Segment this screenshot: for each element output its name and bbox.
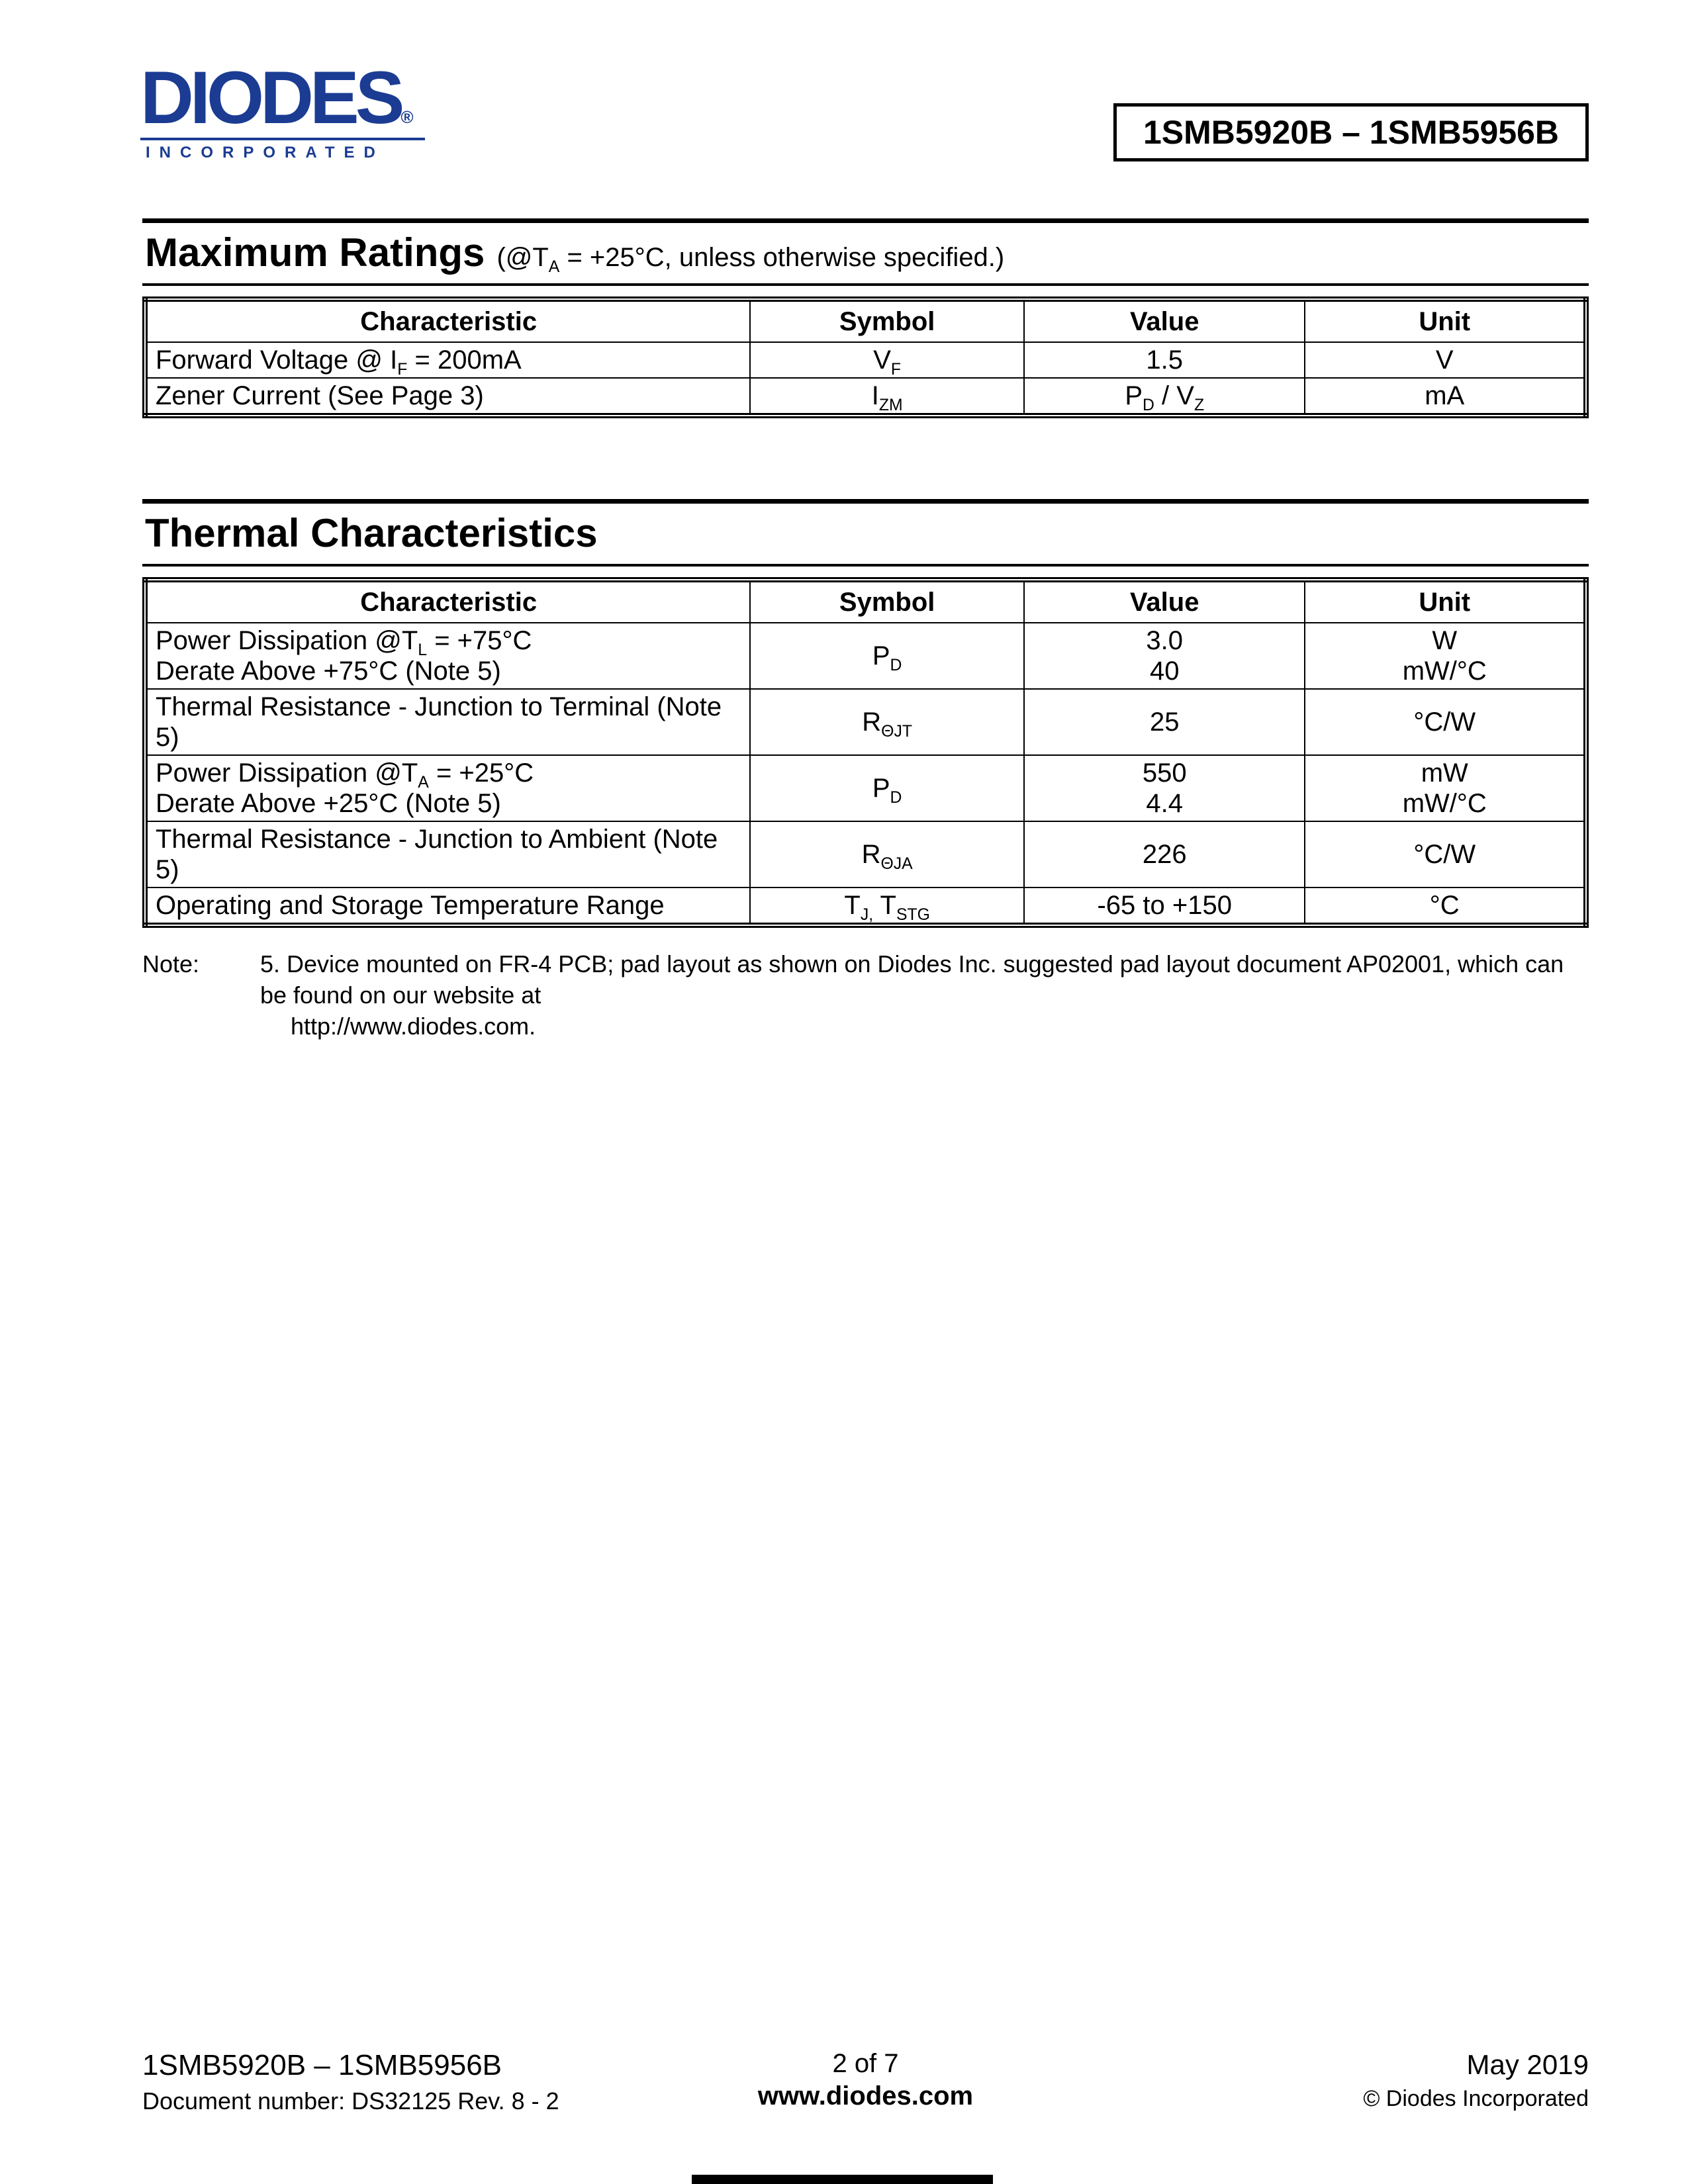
part-range: 1SMB5920B – 1SMB5956B xyxy=(1143,114,1560,151)
table-row xyxy=(145,342,1586,378)
cell-characteristic: Forward Voltage @ $I_F = 200mA$ xyxy=(145,342,750,378)
section-heading xyxy=(145,230,1589,275)
table-row xyxy=(145,378,1586,416)
table-row xyxy=(145,821,1586,887)
thermal-characteristics-table xyxy=(142,577,1589,928)
col-header-symbol: Symbol xyxy=(750,299,1024,342)
cell-characteristic: Thermal Resistance - Junction to Ambient (Note 5) xyxy=(145,821,750,887)
section-rule-bottom xyxy=(142,283,1589,286)
col-header-characteristic: Characteristic xyxy=(145,580,750,623)
table-row xyxy=(145,755,1586,821)
cell-symbol: $P_D$ xyxy=(750,623,1024,689)
table-header-row xyxy=(145,299,1586,342)
cell-unit: °C xyxy=(1305,887,1586,925)
section-rule-bottom xyxy=(142,564,1589,567)
col-header-value: Value xyxy=(1024,299,1305,342)
section-subtitle: ($@T_A = +25^\circ C$, unless otherwise specified.) xyxy=(496,243,1005,276)
footer-document-number: Document number: DS32125 Rev. 8 - 2 xyxy=(142,2087,559,2115)
col-header-unit: Unit xyxy=(1305,580,1586,623)
characteristic-line: Derate Above +75°C (Note 5) xyxy=(156,657,501,686)
cell-characteristic: Operating and Storage Temperature Range xyxy=(145,887,750,925)
page-content xyxy=(142,218,1589,1042)
cell-symbol: $V_F$ xyxy=(750,342,1024,378)
cell-unit: °C/W xyxy=(1305,821,1586,887)
unit-line: mW/°C xyxy=(1402,789,1487,818)
cell-unit: °C/W xyxy=(1305,689,1586,755)
section-title: Maximum Ratings xyxy=(145,230,485,275)
table-row xyxy=(145,623,1586,689)
cell-unit: mA xyxy=(1305,378,1586,416)
section-rule-top xyxy=(142,218,1589,223)
page-bottom-mark xyxy=(692,2175,993,2184)
unit-line: mW xyxy=(1421,758,1468,788)
cell-value xyxy=(1024,755,1305,821)
diodes-logo-text: DIODES xyxy=(140,56,401,139)
table-header-row xyxy=(145,580,1586,623)
diodes-logo xyxy=(140,56,438,162)
section-thermal-characteristics xyxy=(142,499,1589,928)
footnote-label: Note: xyxy=(142,950,200,978)
cell-characteristic: Zener Current (See Page 3) xyxy=(145,378,750,416)
cell-characteristic xyxy=(145,755,750,821)
footer-copyright: © Diodes Incorporated xyxy=(1363,2086,1589,2111)
footer-part-range: 1SMB5920B – 1SMB5956B xyxy=(142,2049,502,2081)
unit-line: mW/°C xyxy=(1402,657,1487,686)
footnote-body xyxy=(260,949,1589,1042)
footer-website: www.diodes.com xyxy=(757,2081,974,2111)
cell-characteristic xyxy=(145,623,750,689)
cell-symbol: $R_{\Theta JA}$ xyxy=(750,821,1024,887)
cell-value: 25 xyxy=(1024,689,1305,755)
part-number-box xyxy=(1113,103,1589,161)
footnote-url: http://www.diodes.com. xyxy=(291,1012,536,1040)
footer-center xyxy=(758,2049,973,2111)
value-line: 3.0 xyxy=(1146,626,1184,655)
characteristic-line: Derate Above +25°C (Note 5) xyxy=(156,789,501,818)
diodes-logo-incorporated: INCORPORATED xyxy=(146,144,385,161)
cell-symbol: $I_{ZM}$ xyxy=(750,378,1024,416)
footer-page-number: 2 of 7 xyxy=(832,2049,899,2078)
cell-symbol: $P_D$ xyxy=(750,755,1024,821)
unit-line: W xyxy=(1432,626,1458,655)
section-title: Thermal Characteristics xyxy=(145,511,598,555)
footer-left xyxy=(142,2049,758,2115)
section-rule-top xyxy=(142,499,1589,504)
cell-symbol: $T_{J,}$ $T_{STG}$ xyxy=(750,887,1024,925)
footer-right xyxy=(973,2049,1589,2112)
value-line: 4.4 xyxy=(1146,789,1184,818)
cell-symbol: $R_{\Theta JT}$ xyxy=(750,689,1024,755)
cell-value: $P_D / V_Z$ xyxy=(1024,378,1305,416)
registered-trademark-icon: ® xyxy=(400,107,414,127)
cell-value: 226 xyxy=(1024,821,1305,887)
col-header-value: Value xyxy=(1024,580,1305,623)
section-maximum-ratings xyxy=(142,218,1589,418)
footnote-line-1: 5. Device mounted on FR-4 PCB; pad layout as shown on Diodes Inc. suggested pad layout document AP02001, which can be found on our website at xyxy=(260,950,1564,1009)
table-row xyxy=(145,887,1586,925)
col-header-unit: Unit xyxy=(1305,299,1586,342)
value-line: 550 xyxy=(1142,758,1187,788)
characteristic-line: Power Dissipation $@T_L = +75^\circ C$ xyxy=(156,626,532,659)
page-footer xyxy=(142,2049,1589,2115)
section-heading xyxy=(145,510,1589,556)
cell-value: -65 to +150 xyxy=(1024,887,1305,925)
col-header-symbol: Symbol xyxy=(750,580,1024,623)
cell-unit xyxy=(1305,623,1586,689)
max-ratings-table xyxy=(142,296,1589,418)
footnote xyxy=(142,949,1589,1042)
characteristic-line: Power Dissipation $@T_A = +25^\circ C$ xyxy=(156,758,534,792)
cell-unit xyxy=(1305,755,1586,821)
value-line: 40 xyxy=(1149,657,1180,686)
cell-value xyxy=(1024,623,1305,689)
table-row xyxy=(145,689,1586,755)
footer-date: May 2019 xyxy=(1466,2049,1589,2080)
col-header-characteristic: Characteristic xyxy=(145,299,750,342)
diodes-logo-wordmark xyxy=(140,56,438,139)
cell-characteristic: Thermal Resistance - Junction to Terminal (Note 5) xyxy=(145,689,750,755)
cell-value: 1.5 xyxy=(1024,342,1305,378)
cell-unit: V xyxy=(1305,342,1586,378)
